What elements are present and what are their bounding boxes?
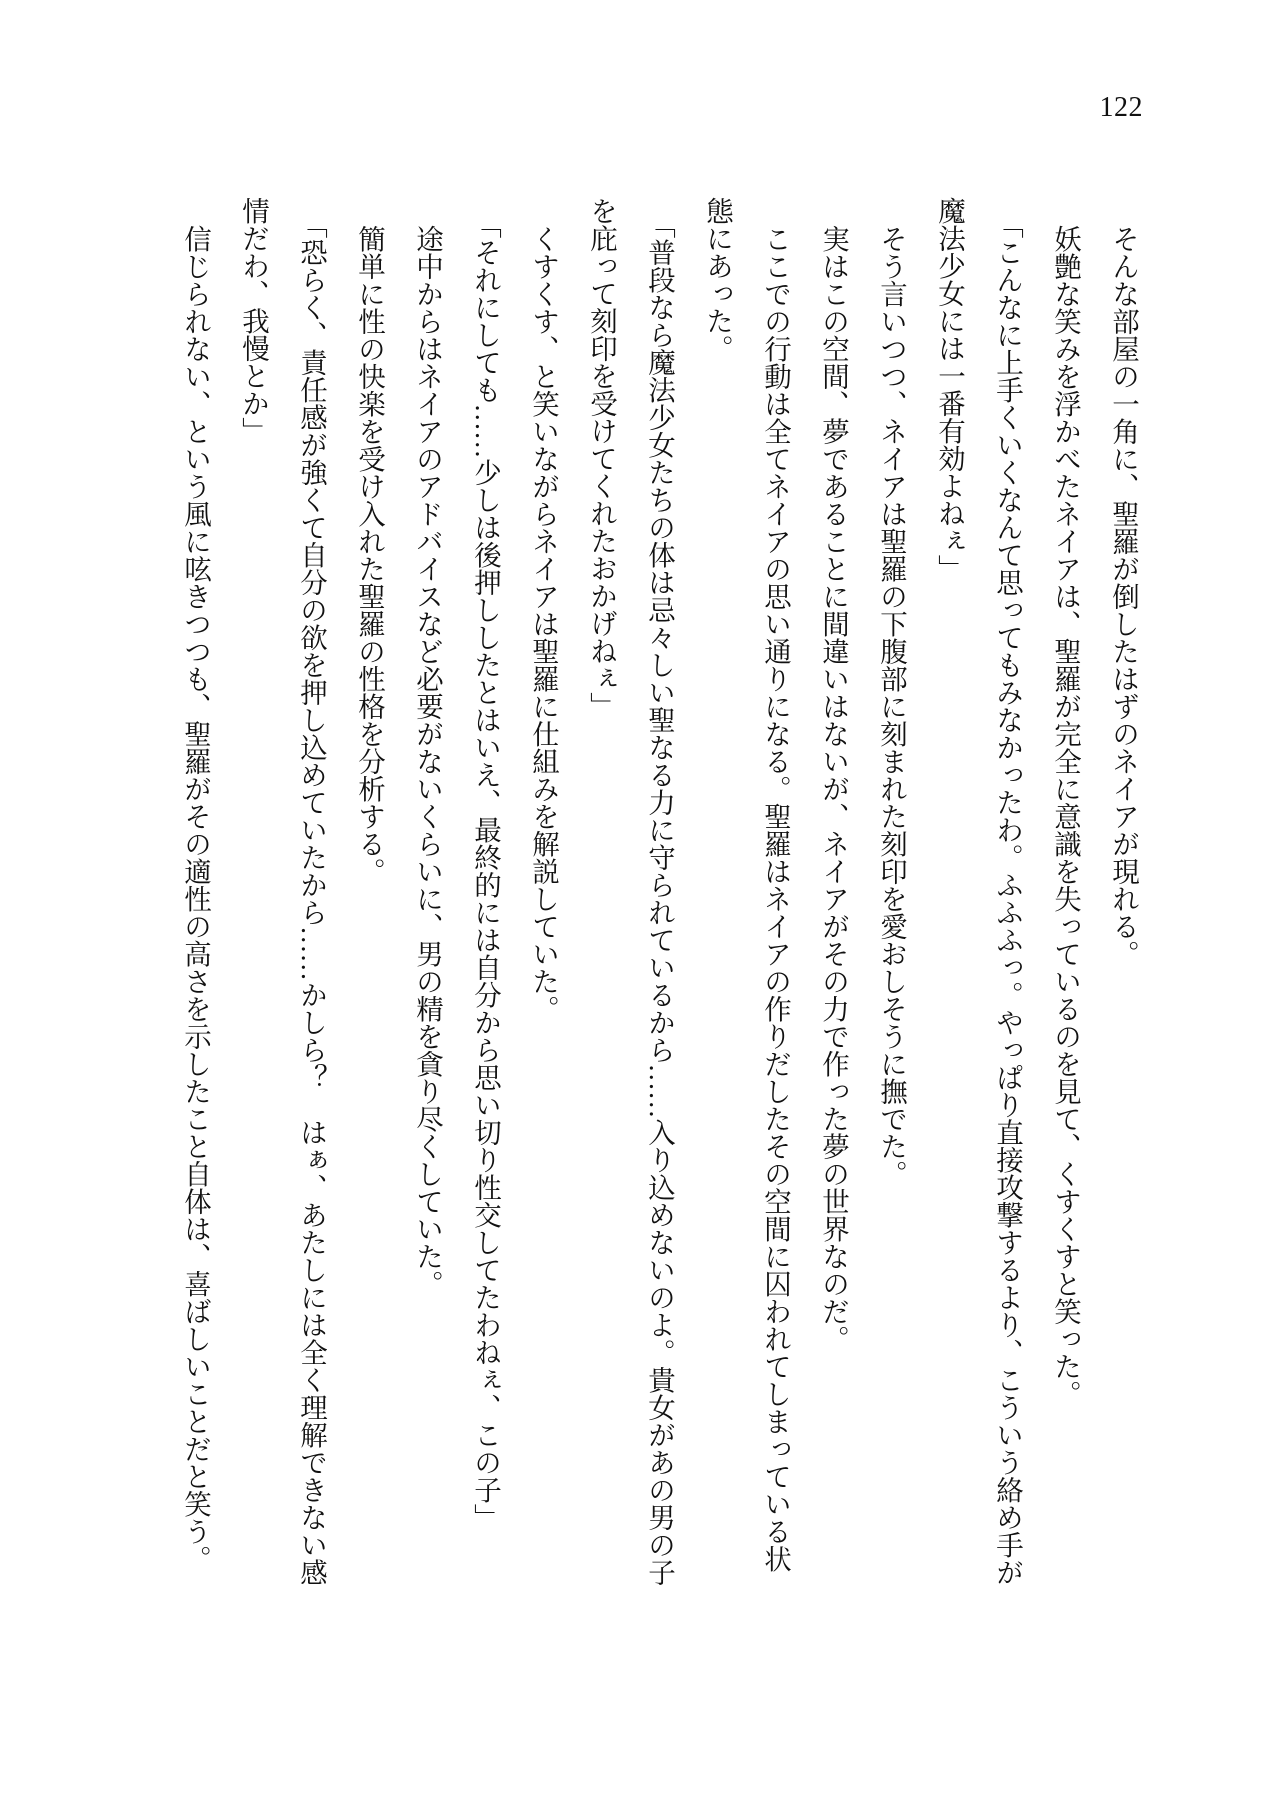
vertical-text-block (166, 197, 1152, 1586)
text-column: 妖艶な笑みを浮かべたネイアは、聖羅が完全に意識を失っているのを見て、くすくすと笑った。 (1050, 224, 1081, 1407)
text-column: を庇って刻印を受けてくれたおかげねぇ」 (586, 197, 617, 720)
text-column: 信じられない、という風に呟きつつも、聖羅がその適性の高さを示したこと自体は、喜ばしいことだと笑う。 (180, 224, 211, 1572)
text-column: 情だわ、我慢とか」 (238, 197, 269, 445)
text-column: 途中からはネイアのアドバイスなど必要がないくらいに、男の精を貪り尽くしていた。 (412, 224, 443, 1297)
text-column: そんな部屋の一角に、聖羅が倒したはずのネイアが現れる。 (1108, 224, 1139, 967)
text-column: 簡単に性の快楽を受け入れた聖羅の性格を分析する。 (354, 224, 385, 885)
text-column: そう言いつつ、ネイアは聖羅の下腹部に刻まれた刻印を愛おしそうに撫でた。 (876, 224, 907, 1187)
text-column: 「普段なら魔法少女たちの体は忌々しい聖なる力に守られているから……入り込めないのよ。貴女があの男の子 (644, 210, 675, 1586)
text-column: 実はこの空間、夢であることに間違いはないが、ネイアがその力で作った夢の世界なのだ。 (818, 224, 849, 1352)
text-column: 魔法少女には一番有効よねぇ」 (934, 197, 965, 582)
text-column: くすくす、と笑いながらネイアは聖羅に仕組みを解説していた。 (528, 224, 559, 1022)
page-number: 122 (1099, 92, 1143, 123)
text-column: 「こんなに上手くいくなんて思ってもみなかったわ。ふふふっ。やっぱり直接攻撃するより、こういう絡め手が (992, 210, 1023, 1586)
text-column: 態にあった。 (702, 197, 733, 362)
text-column: 「恐らく、責任感が強くて自分の欲を押し込めていたから……かしら？ はぁ、あたしには全く理解できない感 (296, 210, 327, 1586)
text-column: ここでの行動は全てネイアの思い通りになる。聖羅はネイアの作りだしたその空間に囚われてしまっている状 (760, 224, 791, 1572)
text-column: 「それにしても……少しは後押ししたとはいえ、最終的には自分から思い切り性交してたわねぇ、この子」 (470, 210, 501, 1531)
